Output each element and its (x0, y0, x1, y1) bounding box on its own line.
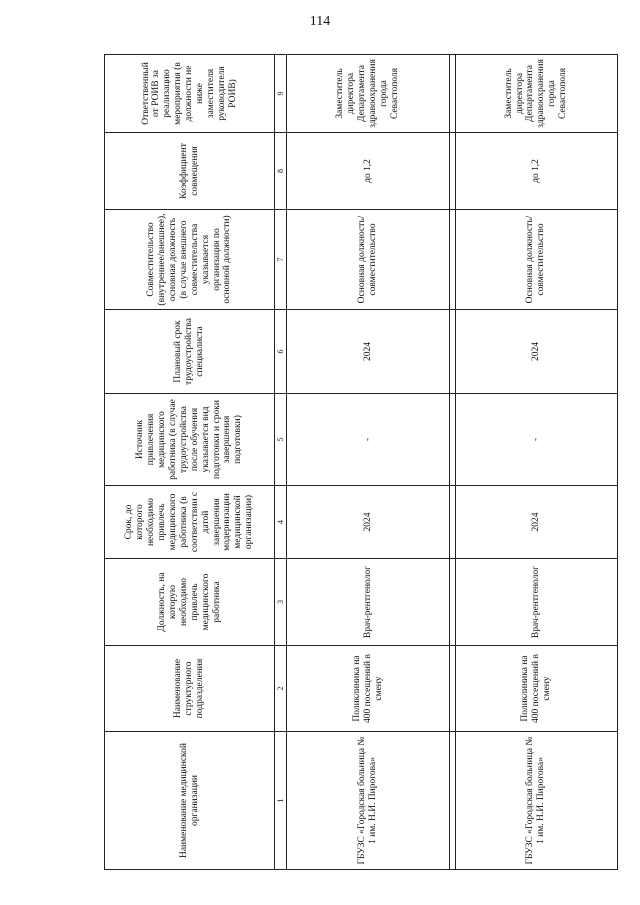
column-number: 3 (275, 559, 287, 646)
source-cell: - (455, 394, 617, 486)
combination-cell: Основная должность/ совместительство (287, 210, 449, 310)
column-number: 6 (275, 310, 287, 394)
staffing-table (104, 54, 618, 870)
column-number: 7 (275, 210, 287, 310)
header-cell: Совместительство (внутреннее/внешнее), основная должность (в случае внешнего совместительства указывается организация по основной должности) (105, 210, 275, 310)
header-cell: Наименование медицинской организации (105, 732, 275, 870)
unit-cell: Поликлиника на 400 посещений в смену (455, 646, 617, 732)
org-cell: ГБУЗС «Городская больница № 1 им. Н.И. Пирогова» (455, 732, 617, 870)
header-cell: Ответственный от РОИВ за реализацию мероприятия (в должности не ниже заместителя руководителя РОИВ) (105, 55, 275, 133)
header-cell: Должность, на которую необходимо привлечь медицинского работника (105, 559, 275, 646)
coefficient-cell: до 1,2 (455, 133, 617, 210)
column-number: 9 (275, 55, 287, 133)
planned-cell: 2024 (455, 310, 617, 394)
source-cell: - (287, 394, 449, 486)
column-number-row (275, 55, 287, 870)
combination-cell: Основная должность/ совместительство (455, 210, 617, 310)
rotated-table-container (104, 55, 618, 870)
column-number: 1 (275, 732, 287, 870)
column-number: 2 (275, 646, 287, 732)
planned-cell: 2024 (287, 310, 449, 394)
column-number: 8 (275, 133, 287, 210)
table-row (287, 55, 449, 870)
unit-cell: Поликлиника на 400 посещений в смену (287, 646, 449, 732)
responsible-cell: Заместитель директора Департамента здравоохранения города Севастополя (455, 55, 617, 133)
table-row (455, 55, 617, 870)
header-cell: Коэффициент совмещения (105, 133, 275, 210)
column-number: 5 (275, 394, 287, 486)
deadline-cell: 2024 (287, 486, 449, 559)
deadline-cell: 2024 (455, 486, 617, 559)
header-cell: Источник привлечения медицинского работника (в случае трудоустройства после обучения указывается вид подготовки и сроки завершения подготовки) (105, 394, 275, 486)
header-cell: Плановый срок трудоустройства специалиста (105, 310, 275, 394)
header-cell: Срок, до которого необходимо привлечь медицинского работника (в соответствии с датой завершения модернизации медицинской организации) (105, 486, 275, 559)
coefficient-cell: до 1,2 (287, 133, 449, 210)
responsible-cell: Заместитель директора Департамента здравоохранения города Севастополя (287, 55, 449, 133)
header-cell: Наименование структурного подразделения (105, 646, 275, 732)
org-cell: ГБУЗС «Городская больница № 1 им. Н.И. Пирогова» (287, 732, 449, 870)
position-cell: Врач-рентгенолог (287, 559, 449, 646)
column-number: 4 (275, 486, 287, 559)
page-number: 114 (309, 14, 331, 29)
position-cell: Врач-рентгенолог (455, 559, 617, 646)
header-row (105, 55, 275, 870)
